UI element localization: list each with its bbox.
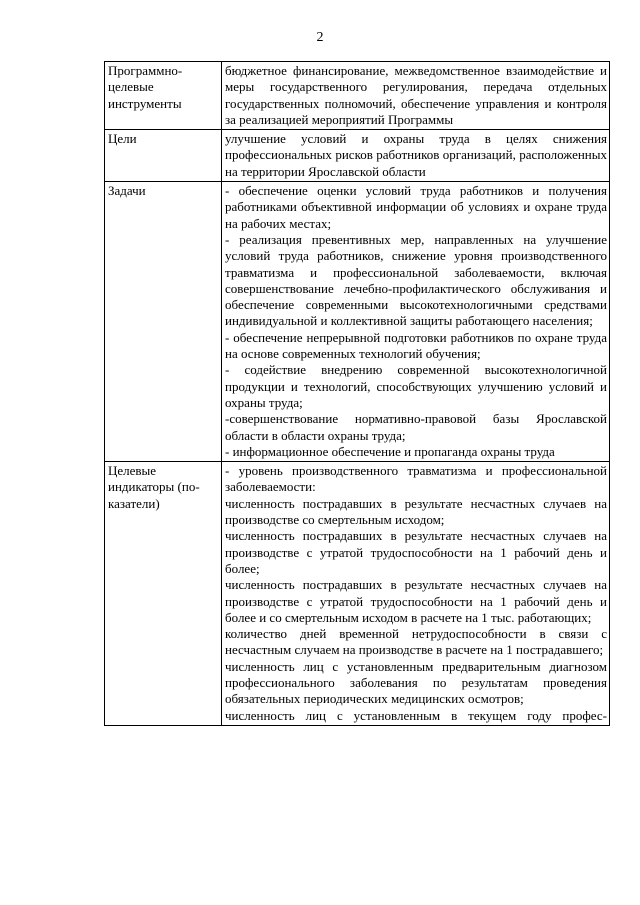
content-paragraph: -совершенствование нормативно-правовой базы Ярославской области в области охраны труда;	[225, 411, 607, 443]
row-label-line: Задачи	[108, 183, 146, 199]
content-paragraph: - уровень производственного травматизма и профессиональной заболеваемости:	[225, 463, 607, 495]
content-paragraph: численность лиц с установленным предварительным диагнозом профессионального заболевания по результатам проведения обязательных периодических медицинских осмотров;	[225, 658, 607, 707]
table-row	[105, 462, 610, 726]
table-row	[105, 130, 610, 182]
row-label-line: инструменты	[108, 95, 182, 111]
content-paragraph: - содействие внедрению современной высокотехнологичной продукции и технологий, способствующих улучшению условий и охраны труда;	[225, 362, 607, 410]
program-passport-table	[104, 61, 610, 726]
row-content-cell	[222, 462, 610, 726]
content-paragraph: численность пострадавших в результате несчастных случаев на производстве с утратой трудоспособности на 1 рабочий день и более;	[225, 528, 607, 576]
row-label-cell	[105, 62, 222, 130]
content-paragraph: - обеспечение оценки условий труда работников и получения работниками объективной информации об условиях и охране труда на рабочих местах;	[225, 183, 607, 231]
row-label-cell	[105, 130, 222, 182]
table-row	[105, 62, 610, 130]
content-paragraph: численность лиц с установленным в текущем году профес-	[225, 707, 607, 723]
content-paragraph: бюджетное финансирование, межведомственное взаимодействие и меры государственного регулирования, передача отдельных государственных полномочий, обеспечение управления и контроля за реализацией мероприятий Программы	[225, 63, 607, 127]
row-label-line: индикаторы (по-	[108, 479, 200, 495]
table-body	[105, 62, 610, 726]
row-content-cell	[222, 62, 610, 130]
content-paragraph: численность пострадавших в результате несчастных случаев на производстве с утратой трудоспособности на 1 рабочий день и более и со смертельным исходом в расчете на 1 тыс. работающих;	[225, 577, 607, 625]
row-label-line: целевые	[108, 79, 154, 95]
row-content-cell	[222, 130, 610, 182]
content-paragraph: - обеспечение непрерывной подготовки работников по охране труда на основе современных технологий обучения;	[225, 329, 607, 362]
row-label-cell	[105, 462, 222, 726]
row-label-line: Цели	[108, 131, 137, 147]
content-paragraph: улучшение условий и охраны труда в целях снижения профессиональных рисков работников организаций, расположенных на территории Ярославской области	[225, 131, 607, 179]
row-content-cell	[222, 182, 610, 462]
row-label-line: Целевые	[108, 463, 157, 479]
content-paragraph: - информационное обеспечение и пропаганда охраны труда	[225, 443, 555, 459]
row-label-line: Программно-	[108, 63, 183, 78]
table-row	[105, 182, 610, 462]
page-number: 2	[316, 30, 324, 45]
content-paragraph: численность пострадавших в результате несчастных случаев на производстве со смертельным исходом;	[225, 495, 607, 528]
content-paragraph: количество дней временной нетрудоспособности в связи с несчастным случаем на производстве в расчете на 1 пострадавшего;	[225, 626, 607, 658]
content-paragraph: - реализация превентивных мер, направленных на улучшение условий труда работников, снижение уровня производственного травматизма и профессиональной заболеваемости, включая совершенствование лечебно-профилактического обслуживания и обеспечение современными высокотехнологичными средствами индивидуальной и коллективной защиты работающего населения;	[225, 231, 607, 329]
row-label-cell	[105, 182, 222, 462]
row-label-line: казатели)	[108, 495, 160, 511]
